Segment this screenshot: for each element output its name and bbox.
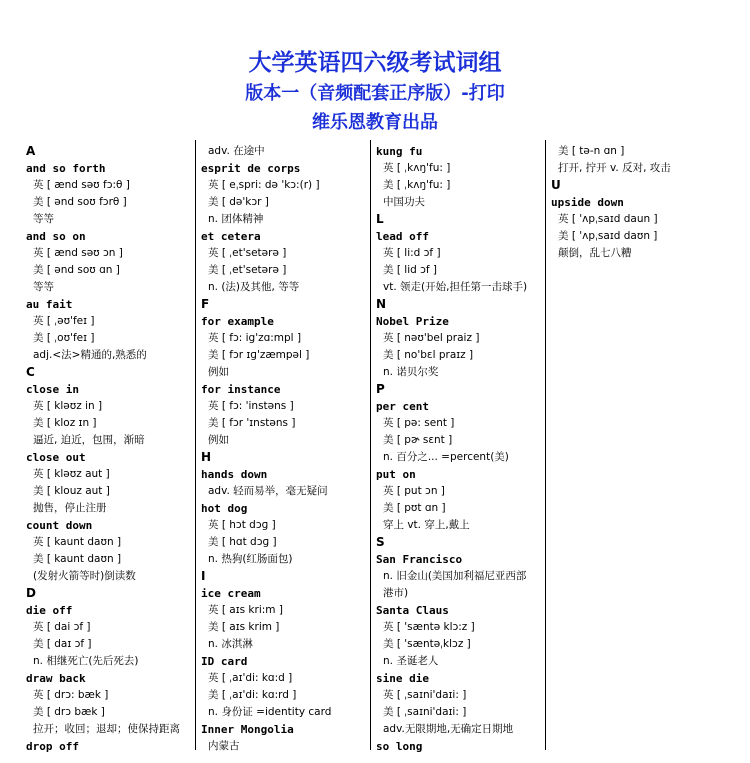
phrase-term: per cent (376, 400, 429, 413)
section-letter: N (376, 297, 387, 311)
phrase-detail: adv. 轻而易举，毫无疑问 (208, 485, 328, 497)
phrase-term: hot dog (201, 502, 248, 515)
phrase-detail: vt. 领走(开始,担任第一击球手) (383, 281, 528, 293)
phrase-detail: 英 [ 'sæntə klɔ:z ] (383, 621, 475, 633)
phrase-detail: adj.<法>精通的,熟悉的 (33, 349, 147, 361)
phrase-detail: 英 [ hɔt dɔɡ ] (208, 519, 276, 531)
phrase-detail: 英 [ ænd səʊ ɔn ] (33, 247, 123, 259)
section-letter: L (376, 212, 384, 226)
section-letter: I (201, 569, 206, 583)
phrase-term: et cetera (201, 230, 261, 243)
phrase-term: Inner Mongolia (201, 723, 294, 736)
phrase-term: close in (26, 383, 79, 396)
phrase-detail: n. 身份证 =identity card (208, 706, 332, 718)
phrase-detail: 美 [ ˌoʊ'feɪ ] (33, 332, 95, 344)
phrase-term: drop off (26, 740, 79, 753)
phrase-term: San Francisco (376, 553, 463, 566)
phrase-detail: n. 圣诞老人 (383, 655, 439, 667)
column-divider (545, 140, 546, 750)
phrase-term: draw back (26, 672, 86, 685)
phrase-detail: n. 热狗(红肠面包) (208, 553, 293, 565)
phrase-term: count down (26, 519, 93, 532)
phrase-term: for example (201, 315, 274, 328)
phrase-term: close out (26, 451, 86, 464)
phrase-detail: 美 [ ˌsaɪni'daɪi: ] (383, 706, 467, 718)
section-letter: A (26, 144, 36, 158)
phrase-detail: n. 团体精神 (208, 213, 264, 225)
section-letter: S (376, 535, 385, 549)
vocab-column-1 (26, 143, 191, 763)
phrase-term: and so forth (26, 162, 106, 175)
phrase-term: put on (376, 468, 416, 481)
phrase-detail: 美 [ ˌkʌŋ'fu: ] (383, 179, 451, 191)
phrase-term: ice cream (201, 587, 261, 600)
phrase-detail: 抛售，停止注册 (33, 502, 107, 514)
phrase-detail: 英 [ li:d ɔf ] (383, 247, 441, 259)
phrase-detail: n. 百分之... =percent(美) (383, 451, 509, 463)
phrase-term: Santa Claus (376, 604, 449, 617)
phrase-detail: 美 [ aɪs krim ] (208, 621, 280, 633)
phrase-detail: 美 [ ˌet'setərə ] (208, 264, 287, 276)
phrase-detail: n. (法)及其他, 等等 (208, 281, 300, 293)
phrase-detail: 美 [ fɔr 'ɪnstəns ] (208, 417, 296, 429)
phrase-term: so long (376, 740, 423, 753)
column-divider (370, 140, 371, 750)
phrase-detail: 拉开；收回；退却；使保持距离 (33, 723, 180, 735)
phrase-term: upside down (551, 196, 624, 209)
phrase-detail: 英 [ ˌet'setərə ] (208, 247, 287, 259)
vocab-column-4 (551, 143, 721, 763)
phrase-detail: (发射火箭等时)倒读数 (33, 570, 136, 582)
phrase-detail: 英 [ fɔ: 'instəns ] (208, 400, 294, 412)
phrase-detail: 例如 (208, 366, 229, 378)
phrase-term: Nobel Prize (376, 315, 449, 328)
publisher-line: 维乐恩教育出品 (312, 112, 438, 133)
phrase-detail: 英 [ aɪs kri:m ] (208, 604, 283, 616)
phrase-detail: 美 [ drɔ bæk ] (33, 706, 105, 718)
phrase-detail: 中国功夫 (383, 196, 425, 208)
phrase-detail: 英 [ put ɔn ] (383, 485, 445, 497)
phrase-detail: 美 [ tə-n ɑn ] (558, 145, 625, 157)
phrase-term: and so on (26, 230, 86, 243)
phrase-detail: 英 [ 'ʌpˌsaɪd daun ] (558, 213, 658, 225)
vocab-column-3 (376, 143, 541, 763)
phrase-detail: 英 [ ˌaɪ'di: kɑ:d ] (208, 672, 293, 684)
phrase-detail: 英 [ kaunt daʊn ] (33, 536, 122, 548)
phrase-detail: 英 [ ˌəʊ'feɪ ] (33, 315, 95, 327)
phrase-detail: 美 [ lid ɔf ] (383, 264, 438, 276)
phrase-detail: 美 [ 'ʌpˌsaɪd daʊn ] (558, 230, 658, 242)
phrase-detail: 美 [ pɚ sɛnt ] (383, 434, 453, 446)
phrase-detail: 美 [ pʊt ɑn ] (383, 502, 446, 514)
section-letter: D (26, 586, 36, 600)
phrase-detail: 美 [ 'sæntəˌklɔz ] (383, 638, 471, 650)
phrase-detail: 英 [ eˌspri: də 'kɔ:(r) ] (208, 179, 320, 191)
phrase-detail: 英 [ dai ɔf ] (33, 621, 91, 633)
phrase-detail: 英 [ ænd səʊ fɔ:θ ] (33, 179, 130, 191)
phrase-term: ID card (201, 655, 248, 668)
document-title: 大学英语四六级考试词组 (248, 50, 502, 76)
phrase-term: kung fu (376, 145, 423, 158)
column-divider (195, 140, 196, 750)
phrase-detail: 英 [ ˌkʌŋ'fu: ] (383, 162, 451, 174)
phrase-detail: 颠倒，乱七八糟 (558, 247, 632, 259)
phrase-detail: 内蒙古 (208, 740, 240, 752)
phrase-detail: n. 冰淇淋 (208, 638, 253, 650)
section-letter: P (376, 382, 385, 396)
phrase-detail: 美 [ ˌaɪ'di: kɑ:rd ] (208, 689, 297, 701)
document-subtitle: 版本一（音频配套正序版）-打印 (245, 83, 505, 104)
phrase-detail: 美 [ hɑt dɔɡ ] (208, 536, 277, 548)
phrase-detail: 等等 (33, 213, 54, 225)
section-letter: F (201, 297, 210, 311)
phrase-detail: adv.无限期地,无确定日期地 (383, 723, 514, 735)
phrase-detail: 美 [ daɪ ɔf ] (33, 638, 92, 650)
section-letter: C (26, 365, 35, 379)
phrase-detail: 英 [ drɔ: bæk ] (33, 689, 109, 701)
phrase-detail: 英 [ kləʊz aut ] (33, 468, 110, 480)
phrase-detail: 美 [ kaunt daʊn ] (33, 553, 122, 565)
phrase-detail: 例如 (208, 434, 229, 446)
phrase-detail: adv. 在途中 (208, 145, 265, 157)
phrase-detail: 英 [ fɔ: ig'zɑ:mpl ] (208, 332, 302, 344)
phrase-detail: 逼近, 迫近，包围，渐暗 (33, 434, 145, 446)
section-letter: U (551, 178, 561, 192)
phrase-term: for instance (201, 383, 281, 396)
phrase-detail: 港市) (383, 587, 409, 599)
phrase-detail: 英 [ nəʊ'bel praiz ] (383, 332, 480, 344)
phrase-detail: 打开, 拧开 v. 反对, 攻击 (558, 162, 671, 174)
phrase-detail: 等等 (33, 281, 54, 293)
phrase-detail: n. 诺贝尔奖 (383, 366, 439, 378)
phrase-term: lead off (376, 230, 429, 243)
phrase-detail: 美 [ ənd soʊ ɑn ] (33, 264, 120, 276)
phrase-detail: 英 [ kləʊz in ] (33, 400, 103, 412)
phrase-detail: 美 [ ənd soʊ fɔrθ ] (33, 196, 127, 208)
vocab-column-2 (201, 143, 366, 763)
phrase-term: sine die (376, 672, 429, 685)
phrase-term: au fait (26, 298, 73, 311)
phrase-detail: 美 [ kloz ɪn ] (33, 417, 97, 429)
phrase-detail: 美 [ klouz aut ] (33, 485, 110, 497)
phrase-detail: 美 [ fɔr ɪɡ'zæmpəl ] (208, 349, 310, 361)
phrase-detail: 美 [ no'bɛl praɪz ] (383, 349, 474, 361)
phrase-term: esprit de corps (201, 162, 301, 175)
phrase-detail: n. 旧金山(美国加利福尼亚西部 (383, 570, 527, 582)
phrase-detail: 美 [ də'kɔr ] (208, 196, 269, 208)
phrase-term: die off (26, 604, 73, 617)
phrase-detail: 英 [ ˌsaɪni'daɪi: ] (383, 689, 467, 701)
phrase-term: hands down (201, 468, 268, 481)
phrase-detail: 英 [ pə: sent ] (383, 417, 455, 429)
phrase-detail: 穿上 vt. 穿上,戴上 (383, 519, 470, 531)
section-letter: H (201, 450, 212, 464)
phrase-detail: n. 相继死亡(先后死去) (33, 655, 139, 667)
